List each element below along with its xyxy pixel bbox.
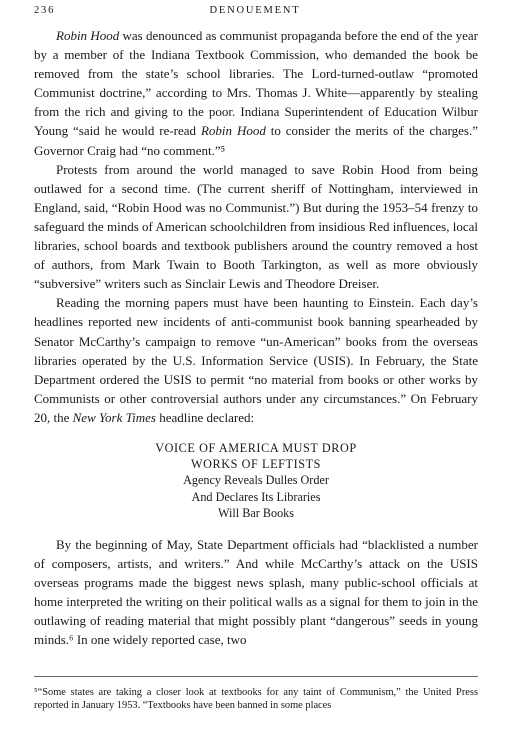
text-run: to consider the merits of the charges.” Governor Craig had “no comment.”⁵ — [34, 123, 478, 158]
italic-run: Robin Hood — [200, 123, 266, 139]
italic-run: Robin Hood — [56, 28, 120, 43]
italic-run: New York Times — [72, 409, 156, 425]
chapter-title: DENOUEMENT — [209, 5, 301, 16]
text-run: was denounced as communist propaganda before the end of the year by a member of the Indiana Textbook Commission, who demanded the book be removed from the state’s school libraries. The Lord-turned-outlaw “promoted Communist doctrine,” according to Mrs. Thomas J. White—apparently by stealing from the rich and giving to the poor. Indiana Superintendent of Education Wilbur Young “said he would re-read — [34, 28, 479, 139]
text-run: By the beginning of May, State Department officials had “blacklisted a number of composers, artists, and writers.” And while McCarthy’s attack on the USIS overseas programs made the biggest news splash, many public-school officials at home interpreted the writing on their political walls as a signal for them to join in the outlawing of reading material that might possibly plant “dangerous” seeds in young minds.⁶ In one widely reported case, two — [34, 536, 478, 648]
text-run: headline declared: — [155, 409, 255, 425]
headline-line: Agency Reveals Dulles Order — [183, 473, 329, 488]
page-number: 236 — [34, 5, 56, 16]
text-run: Protests from around the world managed to save Robin Hood from being outlawed for a second time. (The current sheriff of Nottingham, interviewed in England, said, “Robin Hood was no Communist.”) But during the 1953–54 frenzy to safeguard the minds of American schoolchildren from insidious Red influences, local libraries, school boards and textbook publishers around the country removed a host of authors, from Mark Twain to Booth Tarkington, as well as more obviously “subversive” writers such as Sinclair Lewis and Theodore Dreiser. — [34, 161, 478, 292]
footnote-divider — [34, 676, 478, 677]
headline-line: WORKS OF LEFTISTS — [190, 457, 322, 472]
headline-line: VOICE OF AMERICA MUST DROP — [155, 440, 357, 455]
body-text — [34, 26, 478, 650]
paragraph — [34, 160, 478, 294]
closing-paragraph — [34, 535, 478, 650]
text-run: Reading the morning papers must have been haunting to Einstein. Each day’s headlines reported new incidents of anti-communist book banning spearheaded by Senator McCarthy’s campaign to remove “un-American” books from the overseas libraries operated by the U.S. Information Service (USIS). In February, the State Department ordered the USIS to permit “no material from books or other works by Communists or other controversial authors under any circumstances.” On February 20, the — [34, 295, 478, 425]
paragraph — [34, 293, 478, 427]
paragraph — [34, 26, 478, 160]
headline-line: Will Bar Books — [217, 505, 295, 520]
newspaper-headline — [34, 440, 478, 521]
running-head — [34, 5, 476, 21]
footnote: ⁵“Some states are taking a closer look at textbooks for any taint of Communism,” the United Press reported in January 1953. “Textbooks have been banned in some places — [34, 687, 478, 712]
headline-line: And Declares Its Libraries — [191, 489, 321, 504]
